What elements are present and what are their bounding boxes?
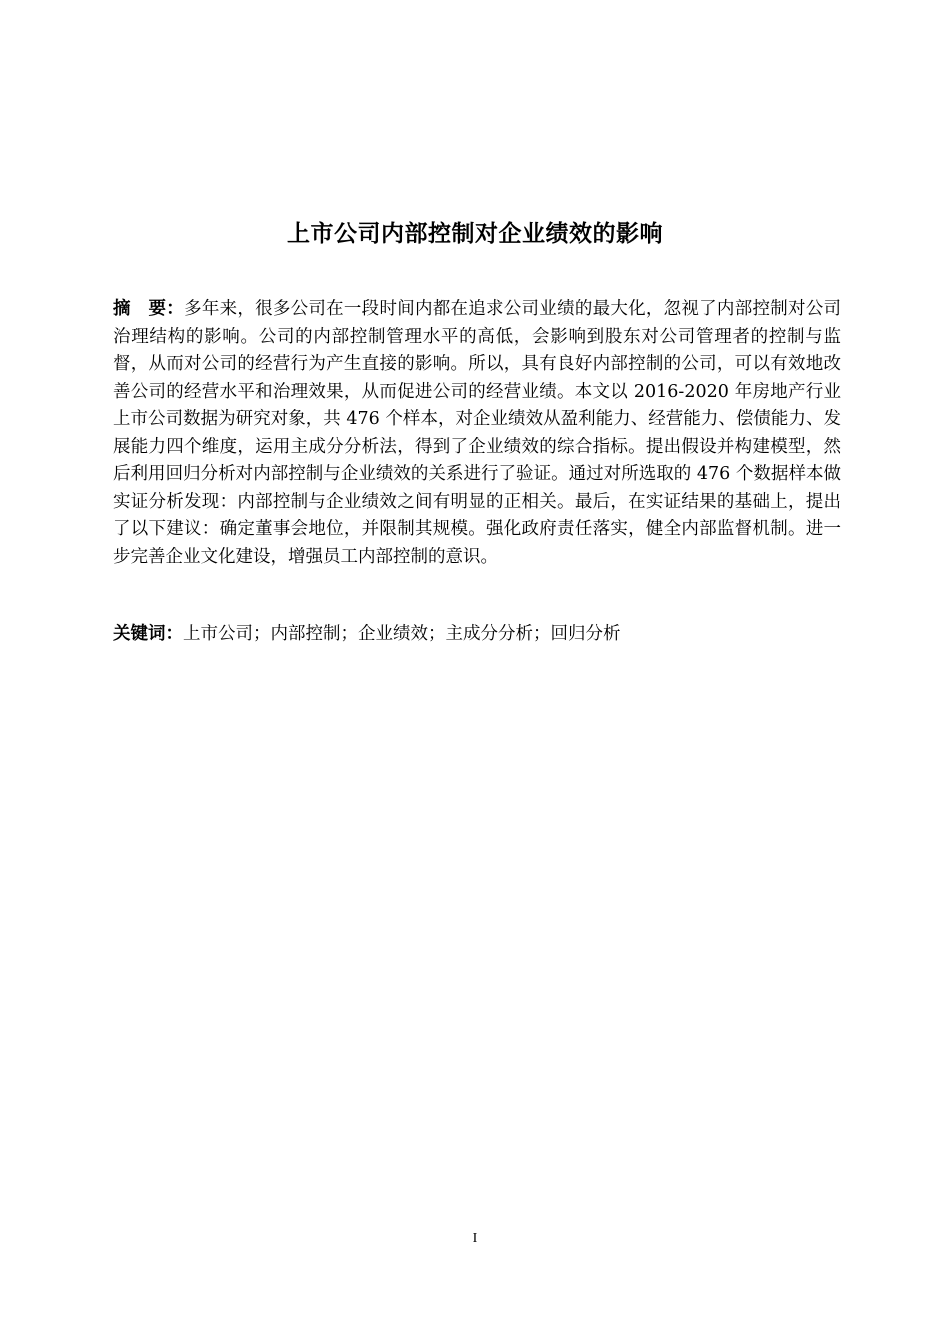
page-number: I [472,1231,478,1246]
abstract-paragraph [113,296,841,571]
abstract-text: 多年来，很多公司在一段时间内都在追求公司业绩的最大化，忽视了内部控制对公司治理结构的影响。公司的内部控制管理水平的高低，会影响到股东对公司管理者的控制与监督，从而对公司的经营行为产生直接的影响。所以，具有良好内部控制的公司，可以有效地改善公司的经营水平和治理效果，从而促进公司的经营业绩。本文以 2016-2020 年房地产行业上市公司数据为研究对象，共 476 个样本，对企业绩效从盈利能力、经营能力、偿债能力、发展能力四个维度，运用主成分分析法，得到了企业绩效的综合指标。提出假设并构建模型，然后利用回归分析对内部控制与企业绩效的关系进行了验证。通过对所选取的 476 个数据样本做实证分析发现：内部控制与企业绩效之间有明显的正相关。最后，在实证结果的基础上，提出了以下建议：确定董事会地位，并限制其规模。强化政府责任落实，健全内部监督机制。进一步完善企业文化建设，增强员工内部控制的意识。 [113,299,842,567]
abstract-label: 摘 要： [113,299,185,319]
keywords-text: 上市公司；内部控制；企业绩效；主成分分析；回归分析 [183,624,621,644]
keywords-line [113,621,841,649]
keywords-label: 关键词： [113,624,183,644]
document-title: 上市公司内部控制对企业绩效的影响 [287,221,663,247]
